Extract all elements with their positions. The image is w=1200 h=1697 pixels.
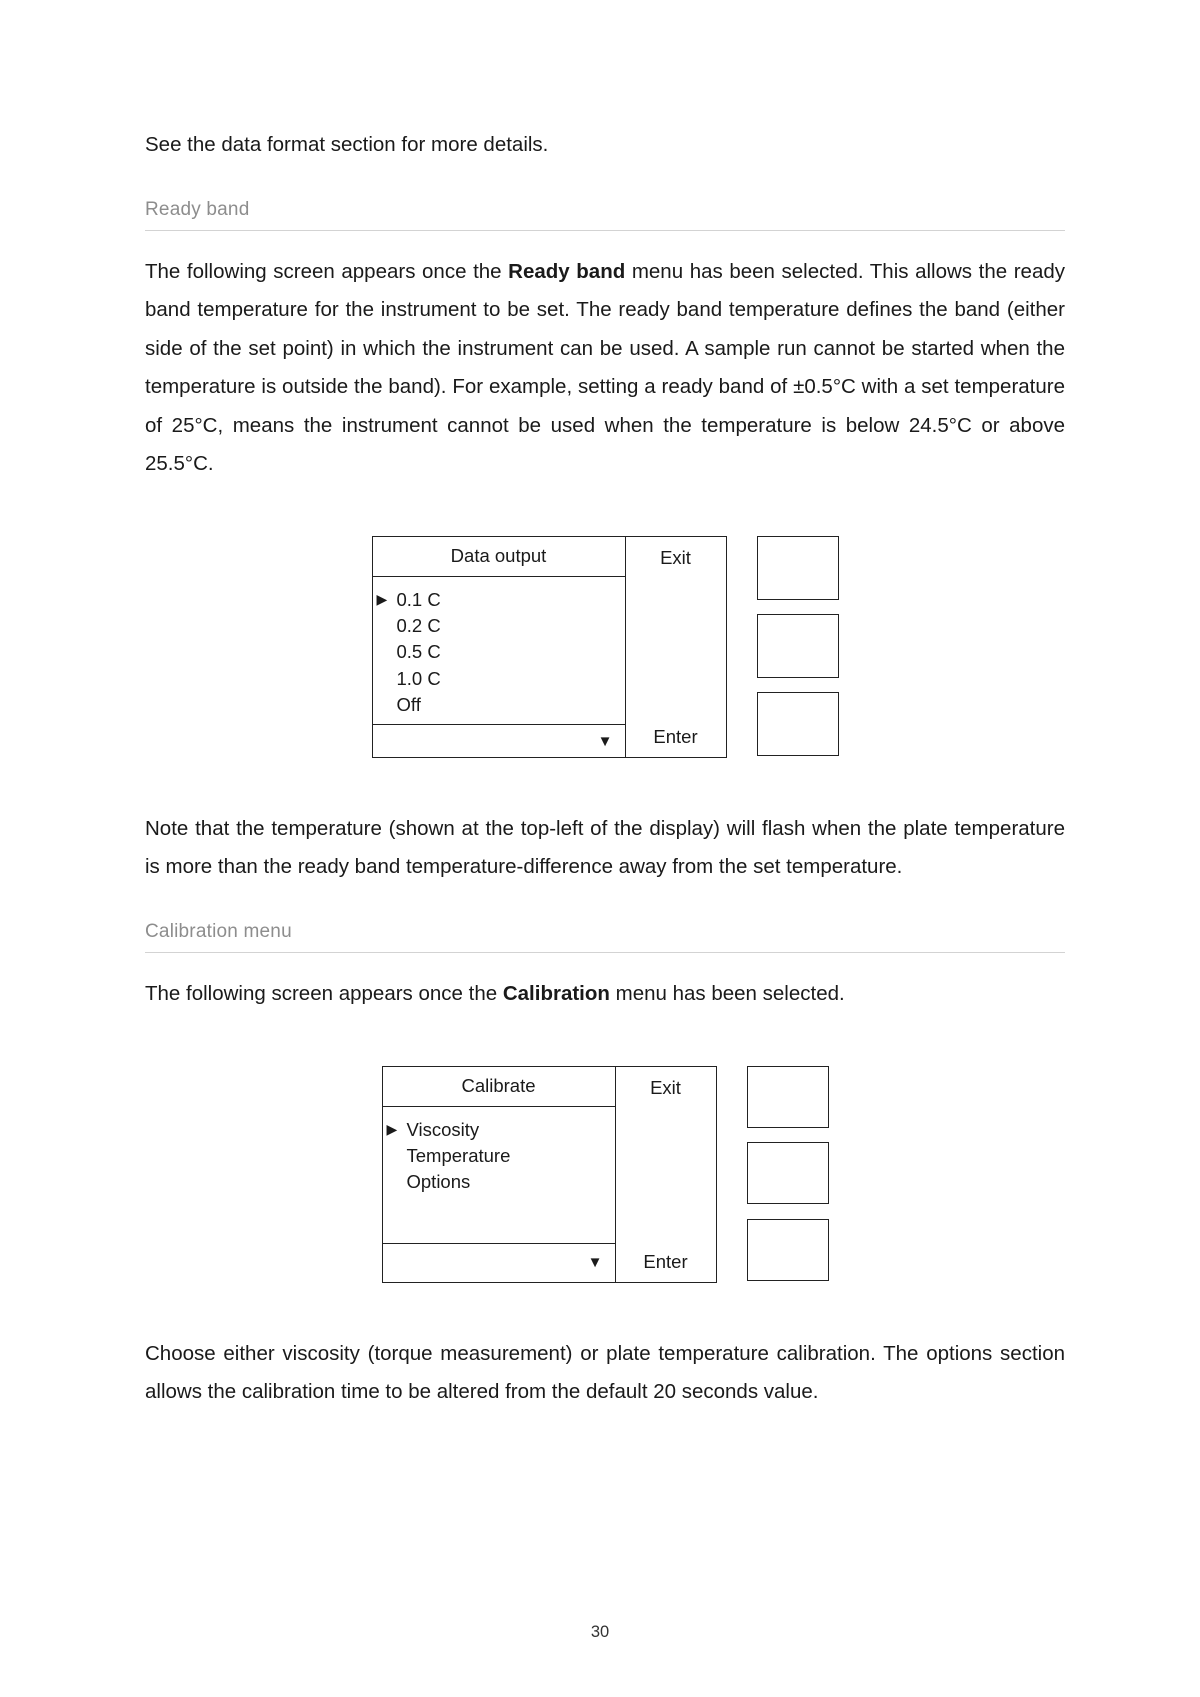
calibration-note: Choose either viscosity (torque measurement) or plate temperature calibration. The options section allows the calibration time to be altered from the default 20 seconds value. [145,1341,1065,1404]
softkey-label-exit: Exit [660,546,691,568]
ready-band-bold-term: Ready band [508,259,626,283]
menu-item[interactable] [373,613,625,639]
menu-item-label: Temperature [406,1144,511,1166]
menu-item[interactable] [383,1143,615,1169]
screen-left-column [373,537,626,757]
figure-calibrate-display [145,1066,1065,1283]
hardware-button-exit[interactable] [757,536,839,600]
intro-line: See the data format section for more details. [145,133,549,156]
instrument-button-column [747,1066,829,1281]
menu-item[interactable] [373,639,625,665]
softkey-label-enter: Enter [653,725,698,747]
menu-item-label: 1.0 C [396,667,441,689]
menu-item[interactable] [383,1117,615,1143]
screen-title: Calibrate [383,1067,615,1107]
screen-scroll-bar [383,1243,615,1282]
softkey-label-enter: Enter [643,1250,688,1272]
calibration-paragraph [145,975,1065,1014]
menu-item-label: 0.1 C [396,588,441,610]
screen-left-column [383,1067,616,1282]
screen-title: Data output [373,537,625,577]
section-heading-ready-band: Ready band [145,199,1065,231]
calibration-bold-term: Calibration [502,982,610,1005]
ready-band-paragraph-part2: menu has been selected. This allows the ready band temperature for the instrument to be set. The ready band temperature defines the band (either side of the set point) in which the instrument can be used. A sample run cannot be started when the temperature is outside the band). For example, setting a ready band of ±0.5°C with a set temperature of 25°C, means the instrument cannot be used when the temperature is below 24.5°C or above 25.5°C. [145,259,1065,476]
menu-item[interactable] [373,666,625,692]
screen-menu-list [373,577,625,724]
hardware-button-enter[interactable] [747,1219,829,1281]
selection-arrow-icon: ▶ [386,1120,398,1137]
softkey-label-exit: Exit [650,1076,681,1098]
hardware-button-middle[interactable] [747,1142,829,1204]
menu-item-label: 0.2 C [396,615,441,637]
section-heading-calibration-menu: Calibration menu [145,921,1065,953]
instrument-screen-calibrate [382,1066,717,1283]
screen-softkey-column [616,1067,716,1282]
screen-scroll-bar [373,724,625,757]
hardware-button-middle[interactable] [757,614,839,678]
figure-data-output-display [145,536,1065,758]
instrument-screen-data-output [372,536,727,758]
scroll-down-icon[interactable]: ▼ [597,732,613,750]
calibration-paragraph-part2: menu has been selected. [609,982,845,1005]
hardware-button-enter[interactable] [757,692,839,756]
menu-item[interactable] [383,1169,615,1195]
scroll-down-icon[interactable]: ▼ [587,1254,603,1272]
selection-arrow-icon: ▶ [376,590,388,607]
screen-softkey-column [626,537,726,757]
menu-item-label: Viscosity [406,1118,480,1140]
ready-band-paragraph [145,253,1065,484]
ready-band-paragraph-part1: The following screen appears once the [145,259,509,283]
instrument-button-column [757,536,839,756]
calibration-paragraph-part1: The following screen appears once the [145,982,503,1005]
menu-item-label: 0.5 C [396,641,441,663]
menu-item-label: Off [396,694,421,715]
screen-menu-list [383,1107,615,1243]
page-number: 30 [590,1623,610,1641]
menu-item-label: Options [406,1171,471,1193]
ready-band-note: Note that the temperature (shown at the top-left of the display) will flash when the plate temperature is more than the ready band temperature-difference away from the set temperature. [145,816,1065,879]
hardware-button-exit[interactable] [747,1066,829,1128]
menu-item[interactable] [373,692,625,718]
menu-item[interactable] [373,587,625,613]
